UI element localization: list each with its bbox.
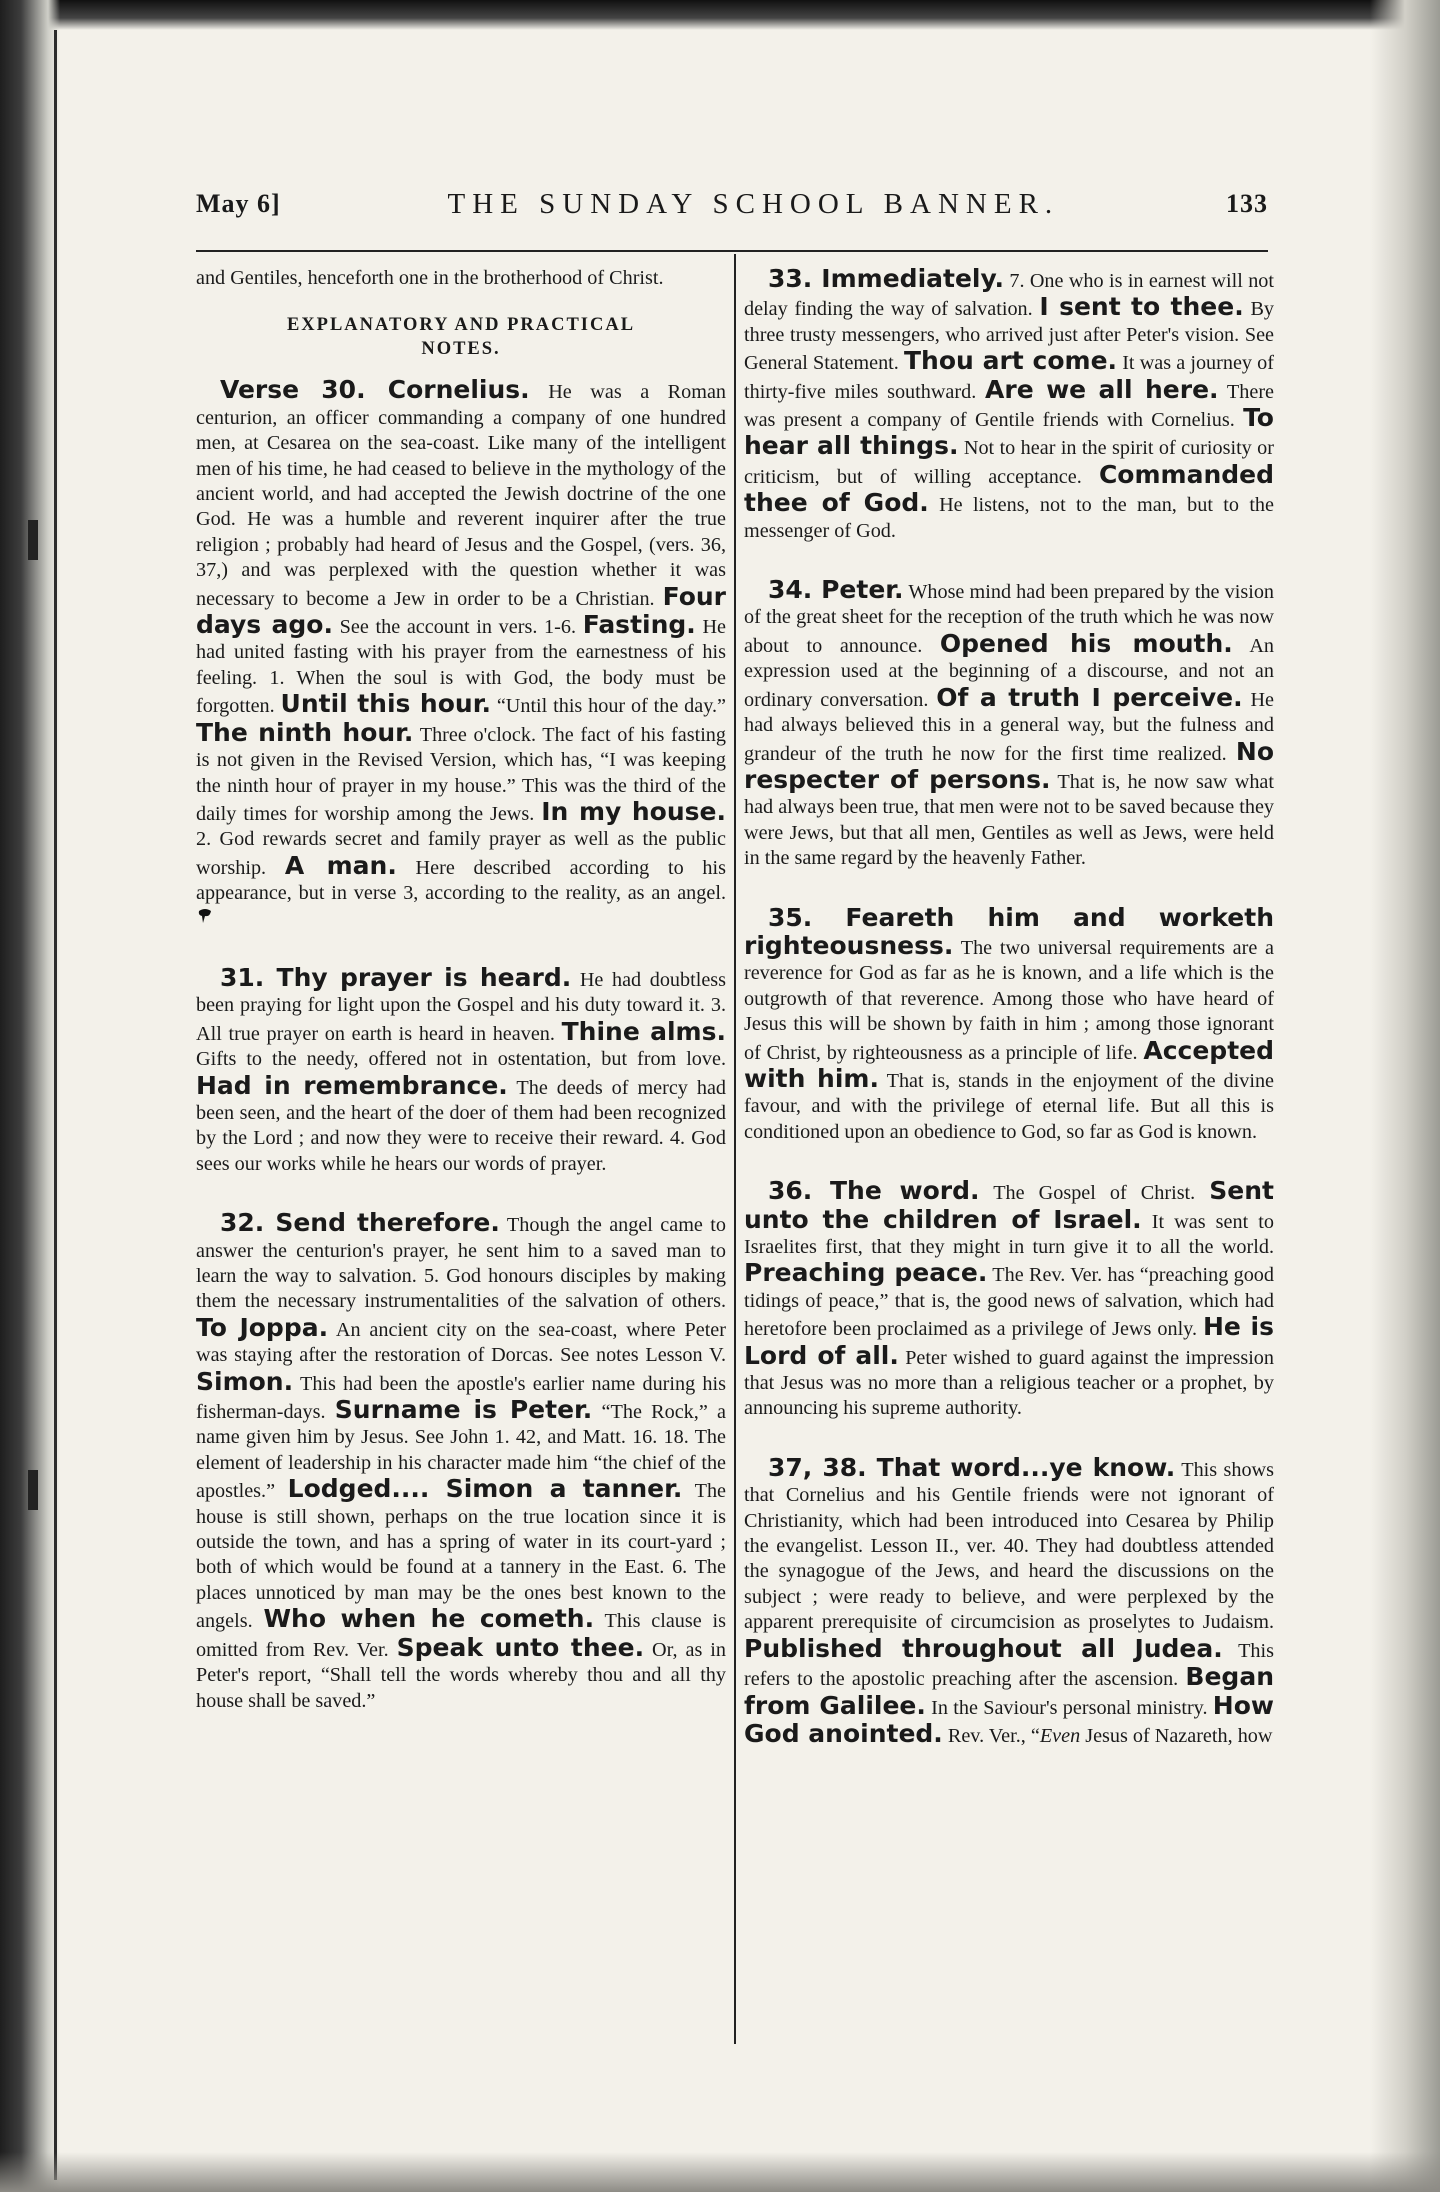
note-text: Three o'clock. The fact of his fasting is not given in the Revised Version, which has, “I was keeping the ninth hour of prayer in my house.” This was the third of the daily times for worship among the Jews. <box>196 723 726 825</box>
printer-ornament-icon <box>196 907 214 925</box>
note-verses-37-38 <box>744 1452 1274 1749</box>
note-text: Though the angel came to answer the centurion's prayer, he sent him to a saved man to learn the way to salvation. 5. God honours disciples by making them the necessary instrumentalities of the salvation of others. <box>196 1214 726 1313</box>
term: 36. The word. <box>768 1176 980 1206</box>
term: Sent unto the children of Israel. <box>744 1176 1274 1234</box>
term: Opened his mouth. <box>939 628 1233 658</box>
note-text: Gifts to the needy, offered not in ostentation, but from love. <box>196 1048 726 1071</box>
note-text: See the account in vers. 1-6. <box>332 616 583 639</box>
note-verse-35 <box>744 902 1274 1146</box>
term: Fasting. <box>582 610 696 640</box>
page-margin-line <box>54 30 57 2180</box>
page-scan-right-edge <box>1370 0 1440 2192</box>
note-text: That is, stands in the enjoyment of the divine favour, and with the privilege of eternal life. But all this is conditioned upon an obedience to God, so far as God is known. <box>744 1069 1274 1143</box>
italic-text: Even <box>1039 1724 1081 1747</box>
note-text: Whose mind had been prepared by the vision of the great sheet for the reception of the truth which he was now about to announce. <box>744 581 1275 657</box>
header-date: May 6] <box>196 189 281 218</box>
document-page <box>196 182 1275 2042</box>
term: Who when he cometh. <box>263 1604 595 1634</box>
term: Until this hour. <box>280 689 491 719</box>
note-text: Jesus of Nazareth, how <box>1080 1724 1273 1747</box>
note-verse-36 <box>744 1178 1274 1422</box>
term: In my house. <box>541 796 726 826</box>
section-heading <box>196 313 726 361</box>
term: 35. Feareth him and worketh righteousness. <box>744 902 1274 960</box>
note-text: Here described according to his appearance, but in verse 3, according to the reality, as an angel. <box>196 856 726 905</box>
note-text: This clause is omitted from Rev. Ver. <box>196 1610 726 1661</box>
note-text: 2. God rewards secret and family prayer as well as the public worship. <box>196 828 726 879</box>
term: Speak unto thee. <box>396 1632 645 1662</box>
term: How God anointed. <box>744 1690 1274 1748</box>
term: Lodged.... Simon a tanner. <box>287 1474 683 1504</box>
note-text: “The Rock,” a name given him by Jesus. See John 1. 42, and Matt. 16. 18. The element of leadership in his character made him “the chief of the apostles.” <box>196 1401 726 1503</box>
term: 34. Peter. <box>768 575 904 605</box>
term: Commanded thee of God. <box>744 459 1274 518</box>
note-text: Peter wished to guard against the impression that Jesus was no more than a religious teacher or a prophet, by announcing his supreme authority. <box>744 1346 1274 1420</box>
term: Accepted with him. <box>744 1035 1274 1093</box>
note-text: This shows that Cornelius and his Gentile friends were not ignorant of Christianity, which had been introduced into Cesarea by Philip the evangelist. Lesson II., ver. 40. They had doubtless attended the synagogue of the Jews, and heard the discussions on the subject ; were ready to believe, and were perplexed by the apparent prerequisite of circumcision as proselytes to Judaism. <box>744 1458 1274 1634</box>
heading-line-2: NOTES. <box>421 339 501 360</box>
term: A man. <box>284 850 397 880</box>
note-text: “Until this hour of the day.” <box>490 695 727 718</box>
header-title: THE SUNDAY SCHOOL BANNER. <box>447 187 1060 220</box>
note-text: Not to hear in the spirit of curiosity or criticism, but of willing acceptance. <box>744 437 1274 488</box>
note-text: That is, he now saw what had always been true, that men were not to be saved because they were Jews, but that all men, Gentiles as well as Jews, were held in the same regard by the heavenly Father. <box>744 770 1274 870</box>
note-text: This had been the apostle's earlier name during his fisherman-days. <box>196 1372 726 1424</box>
term: No respecter of persons. <box>744 736 1274 794</box>
term: 32. Send therefore. <box>220 1208 500 1238</box>
term: I sent to thee. <box>1039 292 1244 322</box>
term: 33. Immediately. <box>768 264 1004 293</box>
term: Surname is Peter. <box>334 1395 593 1425</box>
term: To Joppa. <box>196 1312 329 1342</box>
note-text: An expression used at the beginning of a discourse, and not an ordinary conversation. <box>744 634 1275 711</box>
term: Of a truth I perceive. <box>936 682 1243 712</box>
term: Four days ago. <box>196 581 726 640</box>
term: Preaching peace. <box>744 1258 988 1288</box>
term: 37, 38. That word...ye know. <box>768 1452 1176 1482</box>
term: 31. Thy prayer is heard. <box>220 962 572 992</box>
note-text: He had doubtless been praying for light upon the Gospel and his duty toward it. 3. All true prayer on earth is heard in heaven. <box>196 968 727 1045</box>
binding-stitch-mark <box>28 520 38 560</box>
note-text: The house is still shown, perhaps on the true location since it is outside the town, and has a spring of water in its court-yard ; both of which would be found at a tannery in the East. 6. The places unnoticed by man may be the ones best known to the angels. <box>196 1480 727 1633</box>
term: The ninth hour. <box>196 717 414 747</box>
note-text: He was a Roman centurion, an officer commanding a company of one hundred men, at Cesarea on the sea-coast. Like many of the intelligent men of his time, he had ceased to believe in the mythology of the ancient world, and had accepted the Jewish doctrine of the one God. He was a humble and reverent inquirer after the true religion ; probably had heard of Jesus and the Gospel, (vers. 36, 37,) and was perplexed with the question whether it was necessary to become a Jew in order to be a Christian. <box>196 381 727 610</box>
note-text: 7. One who is in earnest will not delay finding the way of salvation. <box>744 270 1274 321</box>
note-verse-31 <box>196 962 727 1177</box>
term: Had in remembrance. <box>196 1070 508 1100</box>
note-text: Rev. Ver., “ <box>942 1724 1040 1747</box>
note-text: In the Saviour's personal ministry. <box>925 1696 1213 1719</box>
note-verse-30 <box>196 377 726 932</box>
header-rule <box>196 250 1268 252</box>
page-number: 133 <box>1225 189 1268 218</box>
page-scan-bottom-edge <box>0 2152 1440 2192</box>
term: Thine alms. <box>561 1016 726 1046</box>
note-text: It was sent to Israelites first, that they might in turn give it to all the world. <box>744 1210 1274 1258</box>
term: Simon. <box>196 1366 294 1396</box>
heading-line-1: EXPLANATORY AND PRACTICAL <box>286 315 636 336</box>
term: Published throughout all Judea. <box>744 1633 1223 1663</box>
note-text: The Gospel of Christ. <box>979 1182 1210 1205</box>
note-text: By three trusty messengers, who arrived just after Peter's vision. See General Statement. <box>744 298 1274 375</box>
intro-paragraph: and Gentiles, henceforth one in the brotherhood of Christ. <box>196 267 664 289</box>
column-divider <box>734 254 736 2044</box>
binding-stitch-mark <box>28 1470 38 1510</box>
note-text: He had always believed this in a general way, but the fulness and grandeur of the truth he now for the first time realized. <box>744 688 1274 765</box>
right-column <box>744 266 1274 1782</box>
note-text: There was present a company of Gentile friends with Cornelius. <box>744 380 1274 432</box>
term: Are we all here. <box>985 374 1219 404</box>
term: To hear all things. <box>744 403 1274 461</box>
note-text: The two universal requirements are a reverence for God as far as he is known, and a life which is the outgrowth of that reverence. Among those who have heard of Jesus this will be shown by faith in him ; among those ignorant of Christ, by righteousness as a principle of life. <box>744 936 1274 1064</box>
term: Began from Galilee. <box>744 1662 1274 1720</box>
note-verse-32 <box>196 1210 726 1714</box>
note-text: An ancient city on the sea-coast, where Peter was staying after the restoration of Dorcas. See notes Lesson V. <box>196 1318 726 1367</box>
note-verse-33 <box>744 266 1274 544</box>
note-text: He had united fasting with his prayer from the earnestness of his feeling. 1. When the soul is with God, the body must be forgotten. <box>196 616 727 718</box>
page-scan-top-edge <box>0 0 1440 30</box>
left-column <box>196 266 726 1747</box>
running-header <box>196 182 1268 226</box>
note-text: The deeds of mercy had been seen, and the heart of the doer of them had been recognized by the Lord ; and now they were to receive their reward. 4. God sees our works while he hears our words of prayer. <box>196 1076 727 1175</box>
note-text: He listens, not to the man, but to the messenger of God. <box>744 494 1274 542</box>
term: Thou art come. <box>903 346 1118 376</box>
note-text: The Rev. Ver. has “preaching good tidings of peace,” that is, the good news of salvation, which had heretofore been proclaimed as a privilege of Jews only. <box>744 1264 1274 1341</box>
page-scan-left-edge <box>0 0 60 2192</box>
term: Verse 30. Cornelius. <box>220 375 530 405</box>
term: He is Lord of all. <box>744 1312 1274 1370</box>
note-text: It was a journey of thirty-five miles southward. <box>744 352 1274 403</box>
note-text: This refers to the apostolic preaching after the ascension. <box>744 1639 1274 1691</box>
note-verse-34 <box>744 577 1274 871</box>
note-text: Or, as in Peter's report, “Shall tell the words whereby thou and all thy house shall be saved.” <box>196 1638 727 1712</box>
